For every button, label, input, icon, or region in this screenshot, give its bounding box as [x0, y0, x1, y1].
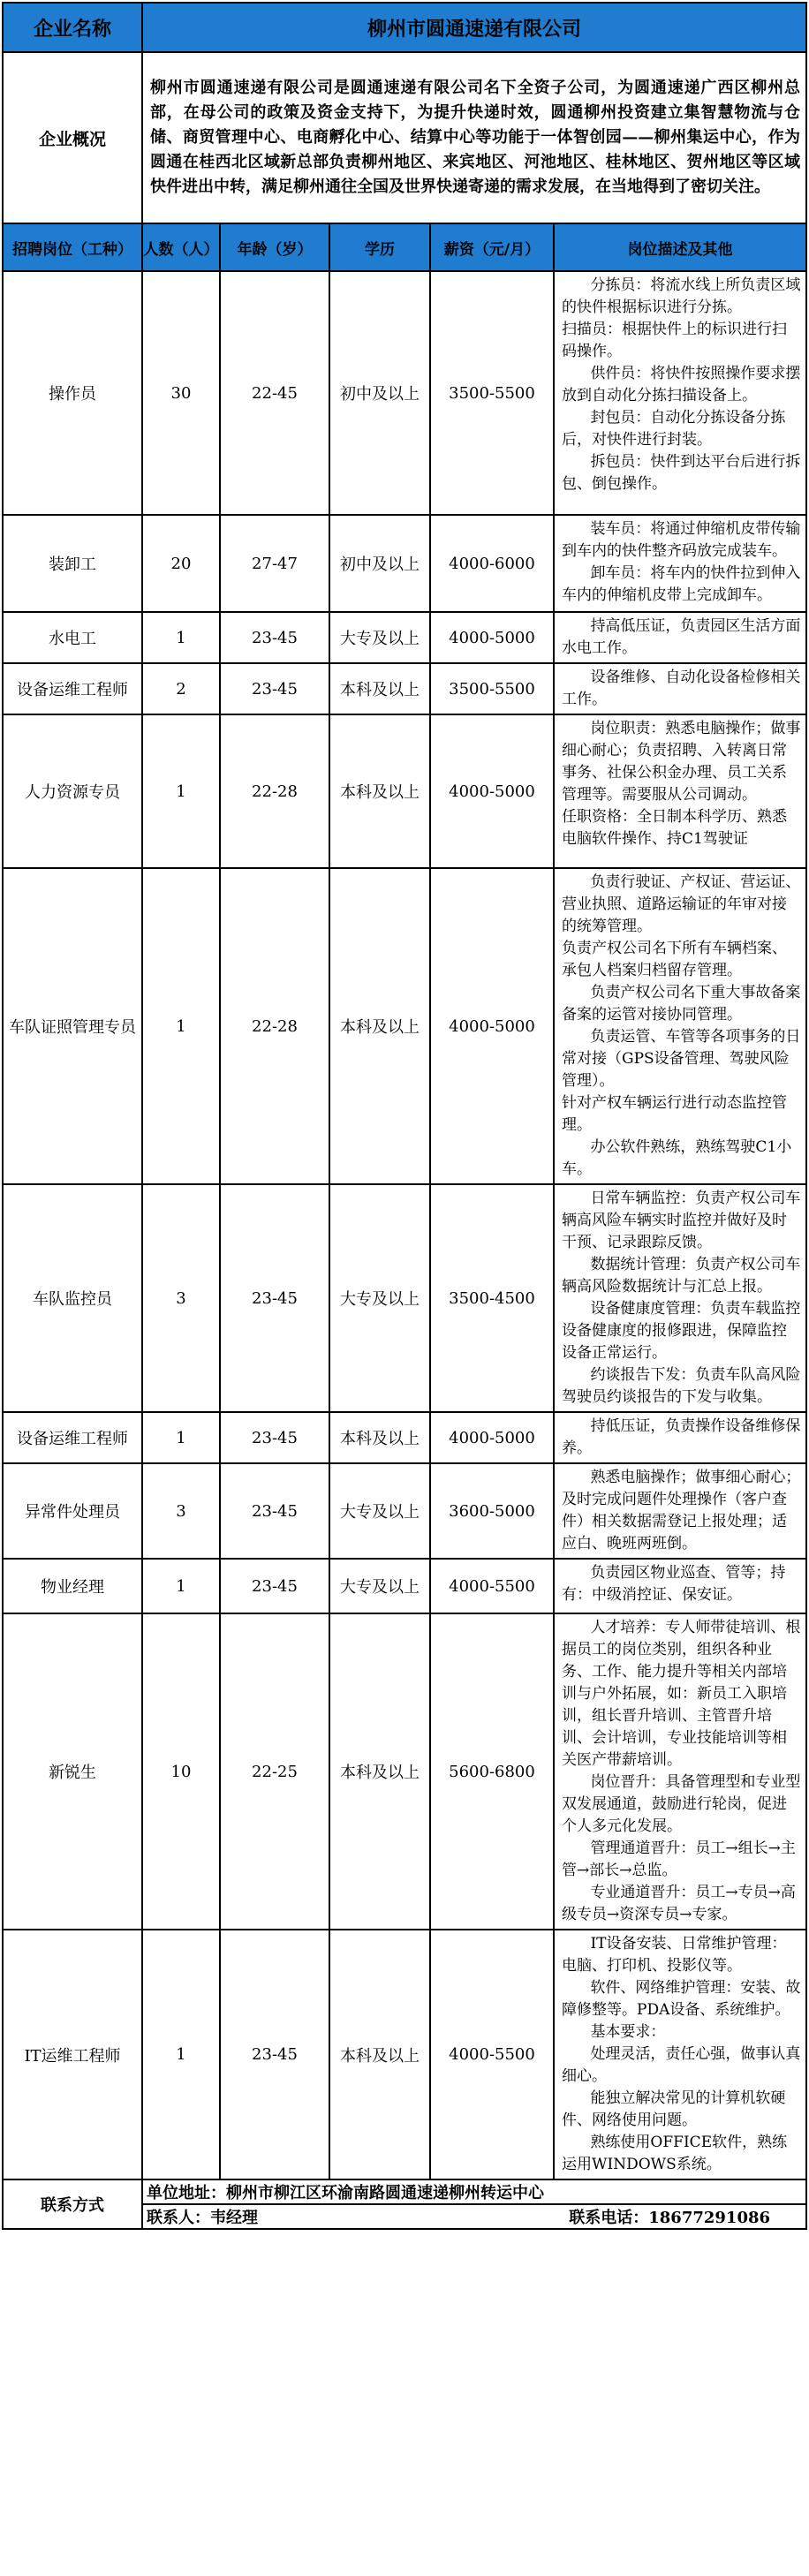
- contact-details: [142, 2204, 806, 2229]
- job-description-line: 负责园区物业巡查、管等；持有：中级消控证、保安证。: [562, 1564, 786, 1604]
- job-row: [3, 515, 806, 612]
- job-age: 22-25: [220, 1613, 329, 1930]
- job-row: [3, 1463, 806, 1559]
- job-description-line: 办公软件熟练，熟练驾驶C1小车。: [562, 1138, 792, 1178]
- job-description: [554, 271, 806, 515]
- job-description: [554, 515, 806, 612]
- job-salary: 4000-5000: [430, 612, 554, 663]
- column-header-row: [3, 223, 806, 271]
- job-position: 人力资源专员: [3, 714, 142, 868]
- column-header-position: 招聘岗位（工种）: [3, 223, 142, 271]
- contact-address: 单位地址：柳州市柳江区环渝南路圆通速递柳州转运中心: [142, 2179, 806, 2204]
- job-position: 装卸工: [3, 515, 142, 612]
- job-row: [3, 612, 806, 663]
- job-count: 30: [142, 271, 220, 515]
- job-description-line: 负责运管、车管等各项事务的日常对接（GPS设备管理、驾驶风险管理）。: [562, 1028, 801, 1090]
- job-education: 本科及以上: [329, 1412, 430, 1463]
- contact-label: 联系方式: [3, 2179, 142, 2229]
- job-age: 23-45: [220, 1463, 329, 1559]
- job-age: 23-45: [220, 1412, 329, 1463]
- job-education: 大专及以上: [329, 1184, 430, 1412]
- job-education: 初中及以上: [329, 515, 430, 612]
- job-position: 设备运维工程师: [3, 663, 142, 714]
- job-position: 操作员: [3, 271, 142, 515]
- job-age: 23-45: [220, 612, 329, 663]
- job-description-line: 卸车员：将车内的快件拉到伸入车内的伸缩机皮带上完成卸车。: [562, 564, 801, 604]
- job-description-line: 负责产权公司名下所有车辆档案、承包人档案归档留存管理。: [562, 940, 787, 979]
- job-description: [554, 1412, 806, 1463]
- job-count: 1: [142, 1559, 220, 1613]
- column-header-age: 年龄（岁）: [220, 223, 329, 271]
- job-position: 水电工: [3, 612, 142, 663]
- job-salary: 3500-4500: [430, 1184, 554, 1412]
- job-description-line: 设备维修、自动化设备检修相关工作。: [562, 669, 801, 708]
- job-description-line: 设备健康度管理：负责车载监控设备健康度的报修跟进，保障监控设备正常运行。: [562, 1300, 801, 1362]
- overview-text: 柳州市圆通速递有限公司是圆通速递有限公司名下全资子公司，为圆通速递广西区柳州总部，在母公司的政策及资金支持下，为提升快递时效，圆通柳州投资建立集智慧物流与仓储、商贸管理中心、电商孵化中心、结算中心等功能于一体智创园——柳州集运中心，作为圆通在桂西北区域新总部负责柳州地区、来宾地区、河池地区、桂林地区、贺州地区等区域快件进出中转，满足柳州通往全国及世界快递寄递的需求发展，在当地得到了密切关注。: [142, 52, 806, 223]
- job-description-line: 岗位晋升：具备管理型和专业型双发展通道，鼓励进行轮岗，促进个人多元化发展。: [562, 1773, 801, 1835]
- job-count: 1: [142, 1412, 220, 1463]
- job-description-line: IT设备安装、日常维护管理：电脑、打印机、投影仪等。: [562, 1935, 787, 1975]
- job-description: [554, 868, 806, 1184]
- job-count: 20: [142, 515, 220, 612]
- job-salary: 5600-6800: [430, 1613, 554, 1930]
- job-description-line: 岗位职责：熟悉电脑操作；做事细心耐心；负责招聘、入转离日常事务、社保公积金办理、员工关系管理等。需要服从公司调动。: [562, 720, 801, 804]
- company-name: 柳州市圆通速递有限公司: [142, 3, 806, 52]
- job-salary: 4000-5000: [430, 1412, 554, 1463]
- job-row: [3, 868, 806, 1184]
- job-description-line: 持低压证，负责操作设备维修保养。: [562, 1417, 801, 1457]
- job-description-line: 熟练使用OFFICE软件，熟练运用WINDOWS系统。: [562, 2134, 788, 2173]
- job-salary: 4000-6000: [430, 515, 554, 612]
- overview-label: 企业概况: [3, 52, 142, 223]
- job-description-line: 日常车辆监控：负责产权公司车辆高风险车辆实时监控并做好及时干预、记录跟踪反馈。: [562, 1190, 801, 1251]
- job-description-line: 基本要求：: [562, 2023, 666, 2041]
- job-description-line: 熟悉电脑操作；做事细心耐心；及时完成问题件处理操作（客户查件）相关数据需登记上报处理；适应白、晚班两班倒。: [562, 1469, 801, 1552]
- job-position: 车队监控员: [3, 1184, 142, 1412]
- job-age: 23-45: [220, 1930, 329, 2179]
- job-description-line: 管理通道晋升：员工→组长→主管→部长→总监。: [562, 1839, 796, 1879]
- job-description-line: 数据统计管理：负责产权公司车辆高风险数据统计与汇总上报。: [562, 1256, 801, 1296]
- job-education: 本科及以上: [329, 868, 430, 1184]
- job-position: 物业经理: [3, 1559, 142, 1613]
- job-salary: 4000-5000: [430, 714, 554, 868]
- job-description: [554, 1559, 806, 1613]
- job-count: 1: [142, 1930, 220, 2179]
- job-salary: 4000-5000: [430, 868, 554, 1184]
- company-name-label: 企业名称: [3, 3, 142, 52]
- job-description: [554, 1613, 806, 1930]
- column-header-education: 学历: [329, 223, 430, 271]
- job-education: 大专及以上: [329, 1559, 430, 1613]
- job-education: 本科及以上: [329, 1930, 430, 2179]
- job-description-line: 扫描员：根据快件上的标识进行扫码操作。: [562, 321, 787, 360]
- contact-phone: 联系电话：18677291086: [569, 2209, 771, 2227]
- job-count: 1: [142, 612, 220, 663]
- job-description-line: 能独立解决常见的计算机软硬件、网络使用问题。: [562, 2089, 786, 2129]
- job-education: 本科及以上: [329, 1613, 430, 1930]
- job-count: 10: [142, 1613, 220, 1930]
- job-description-line: 持高低压证，负责园区生活方面水电工作。: [562, 617, 801, 657]
- job-row: [3, 1184, 806, 1412]
- job-salary: 3500-5500: [430, 663, 554, 714]
- job-row: [3, 271, 806, 515]
- column-header-salary: 薪资（元/月）: [430, 223, 554, 271]
- contact-row: [3, 2179, 806, 2204]
- job-description-line: 分拣员：将流水线上所负责区域的快件根据标识进行分拣。: [562, 276, 801, 316]
- job-age: 23-45: [220, 663, 329, 714]
- overview-row: [3, 52, 806, 223]
- job-description: [554, 612, 806, 663]
- job-row: [3, 714, 806, 868]
- column-header-description: 岗位描述及其他: [554, 223, 806, 271]
- job-description-line: 处理灵活，责任心强，做事认真细心。: [562, 2045, 801, 2085]
- job-position: 设备运维工程师: [3, 1412, 142, 1463]
- job-description-line: 约谈报告下发：负责车队高风险驾驶员约谈报告的下发与收集。: [562, 1366, 801, 1406]
- job-salary: 3500-5500: [430, 271, 554, 515]
- recruitment-table: [2, 2, 807, 2230]
- job-description-line: 供件员：将快件按照操作要求摆放到自动化分拣扫描设备上。: [562, 365, 801, 404]
- job-age: 23-45: [220, 1559, 329, 1613]
- job-age: 23-45: [220, 1184, 329, 1412]
- job-count: 1: [142, 868, 220, 1184]
- job-description-line: 人才培养：专人师带徒培训、根据员工的岗位类别，组织各种业务、工作、能力提升等相关内部培训与户外拓展，如：新员工入职培训，组长晋升培训、主管晋升培训、会计培训，专业技能培训等相关医产带薪培训。: [562, 1619, 801, 1769]
- job-description: [554, 1463, 806, 1559]
- job-age: 27-47: [220, 515, 329, 612]
- job-description: [554, 1184, 806, 1412]
- job-position: IT运维工程师: [3, 1930, 142, 2179]
- job-row: [3, 1559, 806, 1613]
- job-age: 22-28: [220, 714, 329, 868]
- job-description-line: 负责产权公司名下重大事故备案备案的运管对接协同管理。: [562, 984, 801, 1024]
- job-education: 初中及以上: [329, 271, 430, 515]
- job-salary: 4000-5500: [430, 1559, 554, 1613]
- contact-person: 联系人：韦经理: [147, 2209, 258, 2227]
- job-row: [3, 1412, 806, 1463]
- job-description-line: 专业通道晋升：员工→专员→高级专员→资深专员→专家。: [562, 1884, 796, 1923]
- job-description-line: 负责行驶证、产权证、营运证、营业执照、道路运输证的年审对接的统筹管理。: [562, 873, 801, 935]
- job-description: [554, 663, 806, 714]
- job-row: [3, 663, 806, 714]
- job-row: [3, 1613, 806, 1930]
- job-description-line: 软件、网络维护管理：安装、故障修整等。PDA设备、系统维护。: [562, 1979, 801, 2019]
- job-salary: 4000-5500: [430, 1930, 554, 2179]
- job-salary: 3600-5000: [430, 1463, 554, 1559]
- job-description-line: 封包员：自动化分拣设备分拣后，对快件进行封装。: [562, 409, 786, 449]
- job-education: 大专及以上: [329, 612, 430, 663]
- job-education: 大专及以上: [329, 1463, 430, 1559]
- job-age: 22-45: [220, 271, 329, 515]
- job-description-line: 任职资格：全日制本科学历、熟悉电脑软件操作、持C1驾驶证: [562, 808, 787, 848]
- job-description: [554, 1930, 806, 2179]
- job-education: 本科及以上: [329, 663, 430, 714]
- job-count: 3: [142, 1463, 220, 1559]
- job-count: 3: [142, 1184, 220, 1412]
- job-description-line: 针对产权车辆运行进行动态监控管理。: [562, 1094, 787, 1134]
- job-position: 异常件处理员: [3, 1463, 142, 1559]
- job-count: 1: [142, 714, 220, 868]
- job-description: [554, 714, 806, 868]
- job-row: [3, 1930, 806, 2179]
- job-description-line: 装车员：将通过伸缩机皮带传输到车内的快件整齐码放完成装车。: [562, 520, 801, 560]
- job-age: 22-28: [220, 868, 329, 1184]
- column-header-count: 人数（人）: [142, 223, 220, 271]
- company-header-row: [3, 3, 806, 52]
- job-position: 新锐生: [3, 1613, 142, 1930]
- job-education: 本科及以上: [329, 714, 430, 868]
- job-description-line: 拆包员：快件到达平台后进行拆包、倒包操作。: [562, 453, 801, 493]
- job-position: 车队证照管理专员: [3, 868, 142, 1184]
- job-count: 2: [142, 663, 220, 714]
